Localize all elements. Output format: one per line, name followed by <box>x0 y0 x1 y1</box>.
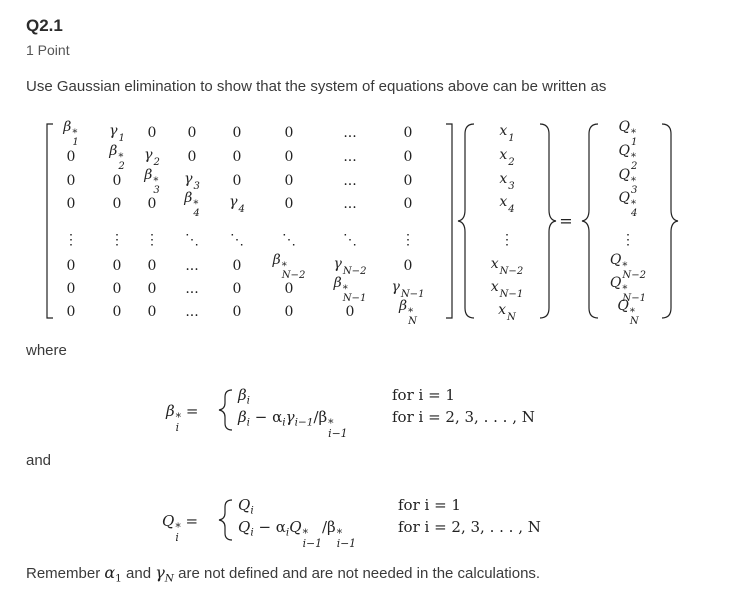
matrix-cell-r2-c2: β * 2 <box>109 143 125 172</box>
matrix-cell-r4-c5: γ 4 <box>229 194 245 215</box>
matrix-cell-r1-c6: 0 <box>284 125 294 141</box>
matrix-cell-r7-c2: 0 <box>112 281 122 297</box>
matrix-cell-r1-c5: 0 <box>232 125 242 141</box>
matrix-cell-r8-c6: 0 <box>284 304 294 320</box>
matrix-cell-r3-c3: β * 3 <box>144 167 160 196</box>
beta-case-2: $\beta_i - \alpha_i\gamma_{i-1}/\beta$ * i−1 <box>238 408 348 440</box>
matrix-cell-r4-c4: β * 4 <box>184 190 200 219</box>
x-vector-right-brace <box>540 124 556 318</box>
matrix-cell-r5-c6: ⋱ <box>282 232 296 248</box>
matrix-cell-r2-c1: 0 <box>66 149 76 165</box>
matrix-cell-r5-c7: ⋱ <box>343 232 357 248</box>
x-entry-r3: x 3 <box>499 171 515 192</box>
q-entry-r6: Q * N−2 <box>609 252 647 281</box>
q-case-1-condition: for i = 1 <box>398 496 461 514</box>
matrix-cell-r6-c8: 0 <box>403 258 413 274</box>
q-case-2: $Q_i - \alpha_iQ$ * i−1 /β * i−1 <box>238 518 357 550</box>
q-case-2-condition: for i = 2, 3, . . . , N <box>398 518 541 536</box>
q-lhs: Q * i = <box>162 512 199 544</box>
x-entry-r5: ⋮ <box>500 232 514 248</box>
q-entry-r4: Q * 4 <box>618 190 638 219</box>
matrix-cell-r5-c1: ⋮ <box>64 232 78 248</box>
matrix-cell-r7-c6: 0 <box>284 281 294 297</box>
matrix-cell-r3-c8: 0 <box>403 173 413 189</box>
q-entry-r8: Q * N <box>617 298 639 327</box>
matrix-cell-r4-c1: 0 <box>66 196 76 212</box>
matrix-cell-r3-c4: γ 3 <box>184 171 200 192</box>
q-definition <box>0 490 739 550</box>
q-vector-left-brace <box>582 124 598 318</box>
matrix-cell-r4-c6: 0 <box>284 196 294 212</box>
matrix-cell-r3-c2: 0 <box>112 173 122 189</box>
matrix-cell-r3-c1: 0 <box>66 173 76 189</box>
x-entry-r1: x 1 <box>499 123 515 144</box>
x-entry-r8: x N <box>498 302 516 323</box>
q-entry-r2: Q * 2 <box>618 143 638 172</box>
matrix-cell-r5-c5: ⋱ <box>230 232 244 248</box>
equals-sign: = <box>559 211 573 231</box>
beta-case-2-condition: for i = 2, 3, . . . , N <box>392 408 535 426</box>
x-entry-r7: x N−1 <box>490 279 524 300</box>
x-entry-r6: x N−2 <box>490 256 524 277</box>
beta-case-1: $\beta_i$ <box>238 386 251 407</box>
x-vector-left-brace <box>458 124 474 318</box>
beta-case-1-condition: for i = 1 <box>392 386 455 404</box>
matrix-cell-r8-c5: 0 <box>232 304 242 320</box>
matrix-cell-r7-c1: 0 <box>66 281 76 297</box>
matrix-cell-r5-c4: ⋱ <box>185 232 199 248</box>
q-entry-r1: Q * 1 <box>618 119 638 148</box>
q-brace <box>0 490 739 550</box>
matrix-cell-r2-c7: ... <box>343 149 357 165</box>
matrix-cell-r8-c4: ... <box>185 304 199 320</box>
matrix-cell-r2-c6: 0 <box>284 149 294 165</box>
matrix-cell-r3-c7: ... <box>343 173 357 189</box>
intro-text: Use Gaussian elimination to show that the system of equations above can be written as <box>26 78 607 95</box>
q-case-1: $Q_i$ <box>238 496 254 517</box>
remember-note: Remember $\alpha_1$ and $\gamma_N$ are not defined and are not needed in the calculations. <box>26 563 541 585</box>
matrix-cell-r6-c6: β * N−2 <box>272 252 306 281</box>
matrix-cell-r2-c5: 0 <box>232 149 242 165</box>
matrix-cell-r6-c4: ... <box>185 258 199 274</box>
matrix-cell-r4-c3: 0 <box>147 196 157 212</box>
matrix-cell-r4-c2: 0 <box>112 196 122 212</box>
matrix-cell-r3-c5: 0 <box>232 173 242 189</box>
matrix-cell-r4-c7: ... <box>343 196 357 212</box>
beta-definition <box>0 380 739 440</box>
matrix-cell-r1-c4: 0 <box>187 125 197 141</box>
matrix-cell-r1-c1: β * 1 <box>63 119 79 148</box>
q-vector-right-brace <box>662 124 678 318</box>
where-label: where <box>26 342 67 359</box>
matrix-cell-r1-c2: γ 1 <box>109 123 125 144</box>
beta-brace <box>0 380 739 440</box>
matrix-cell-r8-c3: 0 <box>147 304 157 320</box>
matrix-cell-r2-c8: 0 <box>403 149 413 165</box>
matrix-cell-r5-c2: ⋮ <box>110 232 124 248</box>
matrix-cell-r6-c5: 0 <box>232 258 242 274</box>
matrix-left-bracket <box>47 124 53 318</box>
q-entry-r7: Q * N−1 <box>609 275 647 304</box>
matrix-cell-r7-c4: ... <box>185 281 199 297</box>
matrix-right-bracket <box>446 124 452 318</box>
matrix-cell-r7-c8: γ N−1 <box>391 279 425 300</box>
matrix-cell-r7-c5: 0 <box>232 281 242 297</box>
x-entry-r2: x 2 <box>499 147 515 168</box>
matrix-cell-r6-c3: 0 <box>147 258 157 274</box>
q-entry-r3: Q * 3 <box>618 167 638 196</box>
and-label: and <box>26 452 52 469</box>
matrix-cell-r5-c8: ⋮ <box>401 232 415 248</box>
matrix-cell-r2-c4: 0 <box>187 149 197 165</box>
question-points: 1 Point <box>26 42 70 58</box>
matrix-cell-r4-c8: 0 <box>403 196 413 212</box>
question-title: Q2.1 <box>26 16 63 35</box>
matrix-cell-r1-c3: 0 <box>147 125 157 141</box>
matrix-cell-r7-c3: 0 <box>147 281 157 297</box>
beta-lhs: β * i = <box>166 402 199 434</box>
matrix-cell-r7-c7: β * N−1 <box>333 275 367 304</box>
matrix-cell-r2-c3: γ 2 <box>144 147 160 168</box>
x-entry-r4: x 4 <box>499 194 515 215</box>
matrix-cell-r6-c1: 0 <box>66 258 76 274</box>
matrix-cell-r5-c3: ⋮ <box>145 232 159 248</box>
matrix-cell-r6-c7: γ N−2 <box>333 256 367 277</box>
q-entry-r5: ⋮ <box>621 232 635 248</box>
matrix-cell-r6-c2: 0 <box>112 258 122 274</box>
matrix-cell-r8-c7: 0 <box>345 304 355 320</box>
matrix-cell-r8-c2: 0 <box>112 304 122 320</box>
matrix-cell-r1-c7: ... <box>343 125 357 141</box>
matrix-cell-r8-c1: 0 <box>66 304 76 320</box>
matrix-cell-r1-c8: 0 <box>403 125 413 141</box>
matrix-cell-r3-c6: 0 <box>284 173 294 189</box>
matrix-cell-r8-c8: β * N <box>399 298 417 327</box>
